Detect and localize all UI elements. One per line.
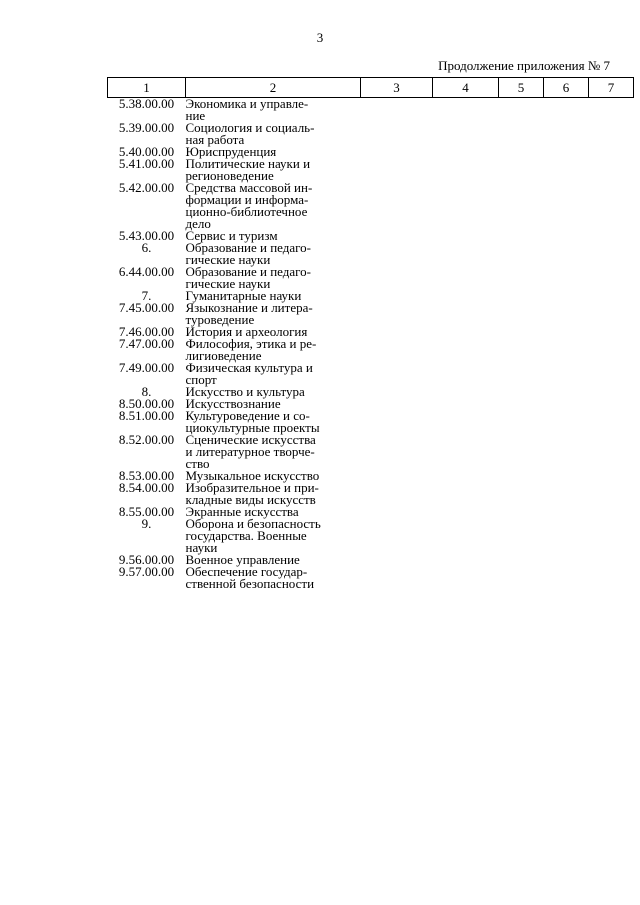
- column-header: 7: [589, 78, 634, 98]
- specialty-name-line: ние: [185, 108, 206, 123]
- empty-cell: [499, 230, 544, 242]
- empty-cell: [361, 470, 433, 482]
- specialty-name-line: Военное управление: [185, 552, 300, 567]
- specialty-name-line: Гуманитарные науки: [185, 288, 302, 303]
- specialty-name: [186, 482, 361, 506]
- table-row: [108, 122, 634, 146]
- empty-cell: [433, 326, 499, 338]
- specialty-name-line: науки: [185, 540, 218, 555]
- specialty-name-line: и литературное творче-: [185, 444, 315, 459]
- empty-cell: [544, 242, 589, 266]
- empty-cell: [544, 566, 589, 590]
- empty-cell: [361, 230, 433, 242]
- empty-cell: [361, 482, 433, 506]
- specialty-name-line: циокультурные проекты: [185, 420, 320, 435]
- specialty-name: [186, 362, 361, 386]
- column-header: 4: [433, 78, 499, 98]
- specialty-name-line: Экономика и управле-: [185, 96, 309, 111]
- specialty-name: [186, 182, 361, 230]
- specialty-name: [186, 98, 361, 123]
- specialty-code: 5.41.00.00: [118, 156, 175, 171]
- specialty-code: 5.43.00.00: [118, 228, 175, 243]
- specialty-name-line: Философия, этика и ре-: [185, 336, 317, 351]
- empty-cell: [433, 386, 499, 398]
- empty-cell: [433, 506, 499, 518]
- specialty-name-line: лигиоведение: [185, 348, 262, 363]
- empty-cell: [499, 266, 544, 290]
- empty-cell: [589, 362, 634, 386]
- empty-cell: [433, 290, 499, 302]
- specialty-code: 7.: [141, 288, 152, 303]
- table-row: [108, 482, 634, 506]
- empty-cell: [433, 566, 499, 590]
- empty-cell: [361, 122, 433, 146]
- table-row: [108, 242, 634, 266]
- empty-cell: [433, 554, 499, 566]
- empty-cell: [361, 146, 433, 158]
- specialty-name: [186, 122, 361, 146]
- empty-cell: [361, 506, 433, 518]
- specialty-code: 8.55.00.00: [118, 504, 175, 519]
- empty-cell: [499, 98, 544, 123]
- empty-cell: [433, 518, 499, 554]
- specialty-name-line: Политические науки и: [185, 156, 311, 171]
- empty-cell: [361, 434, 433, 470]
- specialty-name-line: регионоведение: [185, 168, 274, 183]
- specialty-name-line: дело: [185, 216, 211, 231]
- specialty-code: 7.45.00.00: [118, 300, 175, 315]
- empty-cell: [433, 230, 499, 242]
- empty-cell: [433, 182, 499, 230]
- empty-cell: [589, 290, 634, 302]
- empty-cell: [589, 554, 634, 566]
- specialty-name: [186, 338, 361, 362]
- empty-cell: [544, 554, 589, 566]
- specialty-code: 8.51.00.00: [118, 408, 175, 423]
- empty-cell: [361, 362, 433, 386]
- empty-cell: [433, 242, 499, 266]
- empty-cell: [589, 470, 634, 482]
- specialty-code: 5.40.00.00: [118, 144, 175, 159]
- specialty-name-line: государства. Военные: [185, 528, 307, 543]
- empty-cell: [544, 398, 589, 410]
- empty-cell: [589, 482, 634, 506]
- empty-cell: [433, 158, 499, 182]
- empty-cell: [499, 554, 544, 566]
- specialty-code: 5.42.00.00: [118, 180, 175, 195]
- specialty-code: 8.54.00.00: [118, 480, 175, 495]
- empty-cell: [499, 302, 544, 326]
- specialty-code: 9.: [141, 516, 152, 531]
- specialty-name-line: Образование и педаго-: [185, 240, 311, 255]
- specialty-name: [186, 518, 361, 554]
- empty-cell: [499, 482, 544, 506]
- empty-cell: [589, 434, 634, 470]
- empty-cell: [589, 338, 634, 362]
- empty-cell: [544, 386, 589, 398]
- empty-cell: [499, 566, 544, 590]
- specialty-name-line: Изобразительное и при-: [185, 480, 319, 495]
- specialty-name-line: Юриспруденция: [185, 144, 277, 159]
- empty-cell: [361, 302, 433, 326]
- column-header: 6: [544, 78, 589, 98]
- empty-cell: [361, 566, 433, 590]
- empty-cell: [361, 242, 433, 266]
- empty-cell: [589, 506, 634, 518]
- specialty-name-line: Сервис и туризм: [185, 228, 278, 243]
- specialty-name-line: формации и информа-: [185, 192, 309, 207]
- specialty-name: [186, 302, 361, 326]
- specialty-name-line: ционно-библиотечное: [185, 204, 308, 219]
- empty-cell: [433, 434, 499, 470]
- specialty-name-line: Средства массовой ин-: [185, 180, 313, 195]
- table-row: [108, 158, 634, 182]
- specialty-name-line: гические науки: [185, 252, 271, 267]
- table-row: [108, 182, 634, 230]
- empty-cell: [544, 518, 589, 554]
- page-number: 3: [316, 30, 324, 45]
- specialty-code: 7.49.00.00: [118, 360, 175, 375]
- empty-cell: [499, 506, 544, 518]
- specialty-name-line: Искусство и культура: [185, 384, 305, 399]
- empty-cell: [361, 98, 433, 123]
- empty-cell: [589, 242, 634, 266]
- empty-cell: [544, 266, 589, 290]
- specialty-name-line: История и археология: [185, 324, 308, 339]
- table-row: [108, 434, 634, 470]
- empty-cell: [544, 146, 589, 158]
- empty-cell: [544, 122, 589, 146]
- empty-cell: [544, 182, 589, 230]
- empty-cell: [499, 326, 544, 338]
- specialty-name-line: Языкознание и литера-: [185, 300, 313, 315]
- empty-cell: [499, 434, 544, 470]
- empty-cell: [544, 362, 589, 386]
- specialty-name-line: туроведение: [185, 312, 255, 327]
- empty-cell: [361, 398, 433, 410]
- empty-cell: [499, 158, 544, 182]
- empty-cell: [433, 266, 499, 290]
- empty-cell: [544, 302, 589, 326]
- empty-cell: [361, 338, 433, 362]
- specialty-name: [186, 158, 361, 182]
- empty-cell: [499, 518, 544, 554]
- empty-cell: [544, 482, 589, 506]
- specialty-code: 7.47.00.00: [118, 336, 175, 351]
- empty-cell: [499, 182, 544, 230]
- table-row: [108, 98, 634, 123]
- empty-cell: [589, 158, 634, 182]
- specialty-name-line: спорт: [185, 372, 217, 387]
- specialty-code: 5.38.00.00: [118, 96, 175, 111]
- column-header: 2: [186, 78, 361, 98]
- table-row: [108, 302, 634, 326]
- empty-cell: [433, 146, 499, 158]
- table-row: [108, 410, 634, 434]
- empty-cell: [544, 338, 589, 362]
- empty-cell: [589, 146, 634, 158]
- table-row: [108, 338, 634, 362]
- table-body: [108, 98, 634, 591]
- empty-cell: [589, 518, 634, 554]
- empty-cell: [589, 182, 634, 230]
- table-header-row: [108, 78, 634, 98]
- empty-cell: [589, 326, 634, 338]
- empty-cell: [361, 290, 433, 302]
- empty-cell: [361, 554, 433, 566]
- empty-cell: [589, 386, 634, 398]
- specialty-name-line: Музыкальное искусство: [185, 468, 320, 483]
- empty-cell: [433, 482, 499, 506]
- specialty-code: 9.56.00.00: [118, 552, 175, 567]
- specialty-name-line: гические науки: [185, 276, 271, 291]
- empty-cell: [589, 122, 634, 146]
- empty-cell: [433, 98, 499, 123]
- table-row: [108, 362, 634, 386]
- empty-cell: [499, 122, 544, 146]
- specialty-name: [186, 434, 361, 470]
- specialty-name-line: ственной безопасности: [185, 576, 315, 591]
- empty-cell: [433, 398, 499, 410]
- empty-cell: [433, 122, 499, 146]
- empty-cell: [433, 362, 499, 386]
- empty-cell: [499, 398, 544, 410]
- column-header: 1: [108, 78, 186, 98]
- empty-cell: [589, 230, 634, 242]
- empty-cell: [499, 242, 544, 266]
- specialty-name-line: ная работа: [185, 132, 245, 147]
- empty-cell: [433, 470, 499, 482]
- empty-cell: [544, 230, 589, 242]
- specialty-name: [186, 242, 361, 266]
- specialty-name-line: Обеспечение государ-: [185, 564, 308, 579]
- specialty-name-line: Искусствознание: [185, 396, 281, 411]
- specialty-code: 8.50.00.00: [118, 396, 175, 411]
- empty-cell: [499, 146, 544, 158]
- empty-cell: [589, 302, 634, 326]
- empty-cell: [499, 290, 544, 302]
- empty-cell: [499, 338, 544, 362]
- empty-cell: [499, 410, 544, 434]
- table-row: [108, 566, 634, 590]
- empty-cell: [544, 98, 589, 123]
- specialty-code: 7.46.00.00: [118, 324, 175, 339]
- empty-cell: [544, 434, 589, 470]
- specialty-name: [186, 266, 361, 290]
- empty-cell: [499, 470, 544, 482]
- specialty-name-line: Социология и социаль-: [185, 120, 315, 135]
- specialty-code: 9.57.00.00: [118, 564, 175, 579]
- empty-cell: [361, 266, 433, 290]
- specialty-name: [186, 410, 361, 434]
- specialty-code: 5.39.00.00: [118, 120, 175, 135]
- specialty-name-line: кладные виды искусств: [185, 492, 316, 507]
- column-header: 3: [361, 78, 433, 98]
- empty-cell: [544, 410, 589, 434]
- specialty-name-line: Оборона и безопасность: [185, 516, 321, 531]
- specialty-name-line: Культуроведение и со-: [185, 408, 310, 423]
- empty-cell: [499, 386, 544, 398]
- empty-cell: [544, 506, 589, 518]
- specialty-name-line: Сценические искусства: [185, 432, 316, 447]
- specialty-code: 8.52.00.00: [118, 432, 175, 447]
- empty-cell: [544, 290, 589, 302]
- specialty-code: 8.: [141, 384, 152, 399]
- empty-cell: [361, 518, 433, 554]
- table-row: [108, 518, 634, 554]
- empty-cell: [589, 410, 634, 434]
- specialty-name: [186, 566, 361, 590]
- empty-cell: [433, 338, 499, 362]
- empty-cell: [361, 158, 433, 182]
- specialty-code: 6.: [141, 240, 152, 255]
- specialty-name-line: Физическая культура и: [185, 360, 313, 375]
- empty-cell: [433, 302, 499, 326]
- empty-cell: [544, 158, 589, 182]
- continuation-title: Продолжение приложения № 7: [438, 58, 610, 73]
- empty-cell: [589, 98, 634, 123]
- specialty-code: 8.53.00.00: [118, 468, 175, 483]
- column-header: 5: [499, 78, 544, 98]
- empty-cell: [361, 410, 433, 434]
- appendix-table: [107, 77, 634, 590]
- empty-cell: [589, 566, 634, 590]
- specialty-name-line: Образование и педаго-: [185, 264, 311, 279]
- empty-cell: [544, 326, 589, 338]
- table-row: [108, 266, 634, 290]
- empty-cell: [499, 362, 544, 386]
- specialty-name-line: Экранные искусства: [185, 504, 299, 519]
- empty-cell: [361, 182, 433, 230]
- empty-cell: [544, 470, 589, 482]
- empty-cell: [433, 410, 499, 434]
- specialty-code: 6.44.00.00: [118, 264, 175, 279]
- empty-cell: [589, 266, 634, 290]
- empty-cell: [361, 326, 433, 338]
- empty-cell: [589, 398, 634, 410]
- specialty-name-line: ство: [185, 456, 210, 471]
- empty-cell: [361, 386, 433, 398]
